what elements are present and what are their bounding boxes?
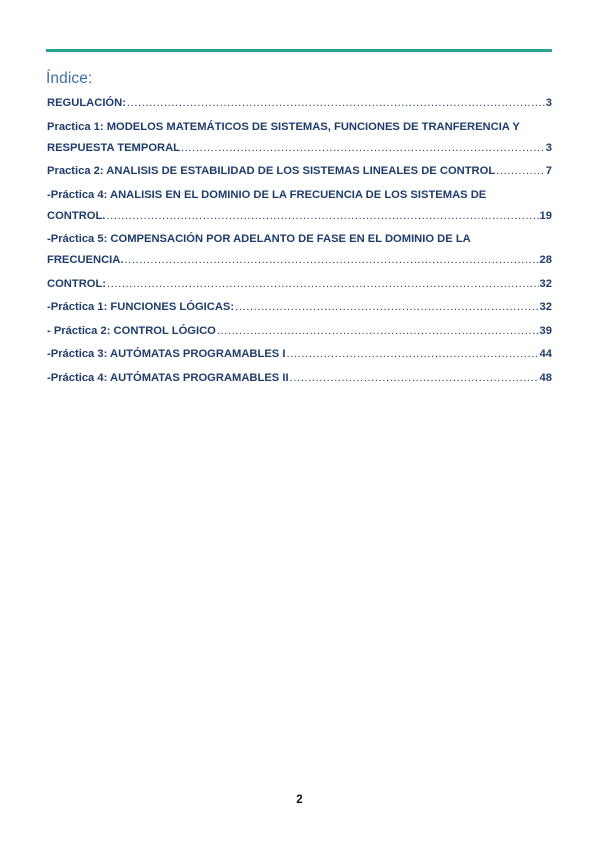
toc-entry-line [47,206,552,227]
toc-entry-title: FRECUENCIA. [47,254,124,266]
toc-entry-title: REGULACIÓN: [47,97,126,109]
toc-entry-line [47,138,552,159]
toc-entry-title: -Práctica 3: AUTÓMATAS PROGRAMABLES I [47,348,286,360]
toc-entry-line [47,117,552,138]
toc-entry[interactable] [47,274,552,295]
toc-entry-title: Practica 2: ANALISIS DE ESTABILIDAD DE LOS SISTEMAS LINEALES DE CONTROL [47,165,496,177]
toc-entry-page: 32 [539,301,552,313]
toc-entry-line [47,368,552,389]
toc-entry-line [47,274,552,295]
toc-entry-title: - Práctica 2: CONTROL LÓGICO [47,324,216,337]
toc-dot-leader [127,93,545,114]
toc-entry-page: 19 [539,209,552,222]
toc-entry-title: -Práctica 5: COMPENSACIÓN POR ADELANTO DE FASE EN EL DOMINIO DE LA [47,233,471,245]
toc-entry-page: 44 [539,348,552,360]
toc-dot-leader [217,321,539,342]
toc-entry[interactable] [47,161,552,182]
toc-entry-page: 7 [545,165,552,177]
toc-entry[interactable] [47,368,552,389]
header-rule [46,49,552,52]
toc-entry-line [47,297,552,318]
toc-entry-page: 28 [539,254,552,266]
toc-entry[interactable] [47,229,552,271]
toc-dot-leader [496,161,545,182]
toc-entry-page: 39 [539,324,552,337]
toc-entry-line [47,344,552,365]
toc-dot-leader [235,297,538,318]
toc-dot-leader [106,206,538,227]
toc-entry-page: 48 [539,371,552,384]
toc-dot-leader [181,138,545,159]
page-number: 2 [296,794,303,806]
toc-entry-line [47,185,552,206]
table-of-contents [47,93,552,391]
toc-entry-line [47,161,552,182]
toc-dot-leader [124,250,538,271]
toc-entry[interactable] [47,297,552,318]
toc-entry-page: 3 [545,141,552,154]
toc-dot-leader [286,344,538,365]
toc-entry[interactable] [47,344,552,365]
toc-entry-line [47,250,552,271]
toc-entry[interactable] [47,93,552,114]
toc-entry[interactable] [47,321,552,342]
toc-entry-line [47,229,552,250]
toc-dot-leader [290,368,539,389]
toc-entry-title: CONTROL: [47,277,107,290]
toc-entry-title: Practica 1: MODELOS MATEMÁTICOS DE SISTEMAS, FUNCIONES DE TRANFERENCIA Y [47,120,520,133]
toc-entry-title: -Práctica 4: ANALISIS EN EL DOMINIO DE LA FRECUENCIA DE LOS SISTEMAS DE [47,188,487,201]
toc-heading: Índice: [46,70,93,87]
toc-entry-line [47,93,552,114]
toc-dot-leader [107,274,539,295]
toc-entry-line [47,321,552,342]
toc-entry-title: CONTROL. [47,209,106,222]
toc-entry-title: RESPUESTA TEMPORAL [47,141,181,154]
toc-entry[interactable] [47,185,552,227]
toc-entry-page: 32 [539,277,552,290]
toc-entry-title: -Práctica 1: FUNCIONES LÓGICAS: [47,301,235,313]
toc-entry-page: 3 [545,97,552,109]
toc-entry-title: -Práctica 4: AUTÓMATAS PROGRAMABLES II [47,371,289,384]
toc-entry[interactable] [47,117,552,159]
